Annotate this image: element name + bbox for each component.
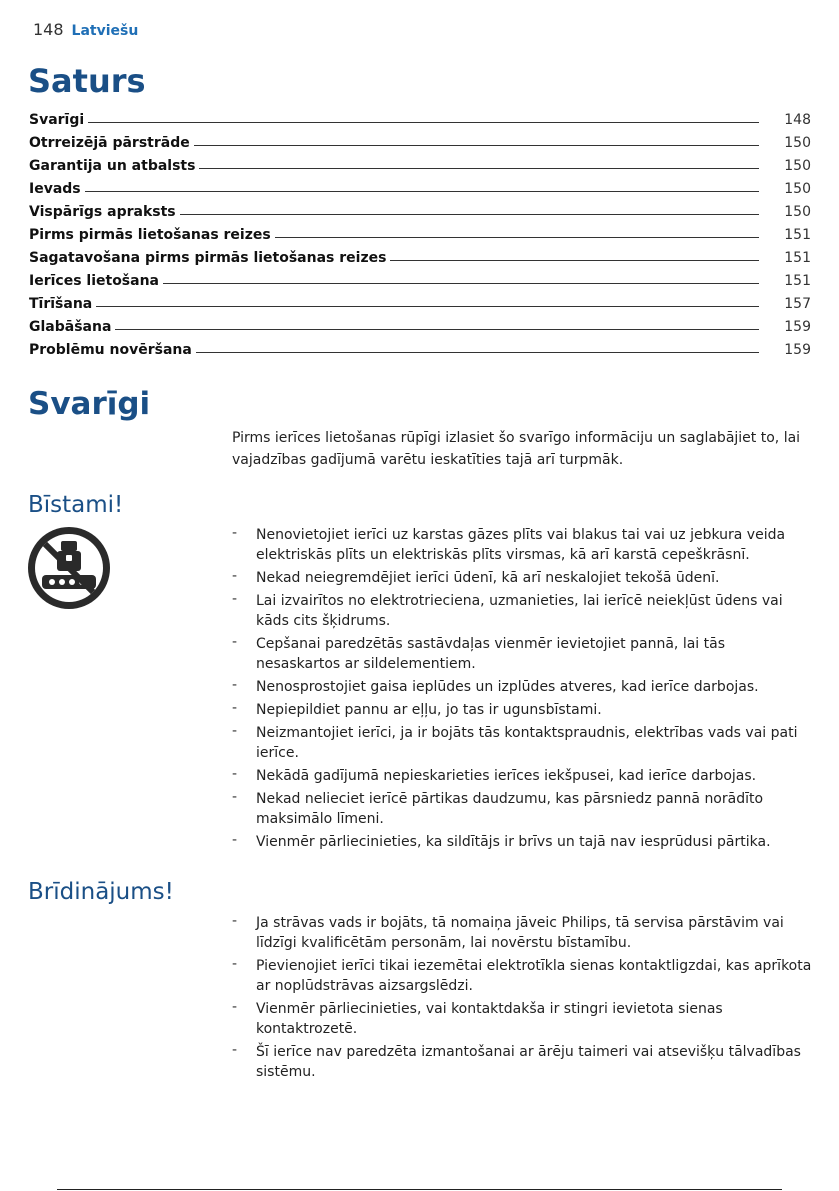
toc-page-number: 150 xyxy=(784,181,811,197)
toc-leader xyxy=(96,306,759,307)
toc-label: Tīrīšana xyxy=(29,296,93,312)
list-item xyxy=(232,723,812,763)
list-item xyxy=(232,677,812,697)
list-item-text: Nepiepildiet pannu ar eļļu, jo tas ir ugunsbīstami. xyxy=(256,702,602,718)
bullet-marker: - xyxy=(232,789,238,805)
bullet-marker: - xyxy=(232,913,238,929)
section-heading-danger: Bīstami! xyxy=(28,492,124,518)
toc-page-number: 150 xyxy=(784,158,811,174)
toc-row xyxy=(29,220,811,243)
list-item xyxy=(232,634,812,674)
toc-leader xyxy=(163,283,759,284)
list-item xyxy=(232,700,812,720)
list-item-text: Nenosprostojiet gaisa ieplūdes un izplūdes atveres, kad ierīce darbojas. xyxy=(256,679,759,695)
toc-page-number: 151 xyxy=(784,273,811,289)
toc-row xyxy=(29,312,811,335)
list-item xyxy=(232,1042,812,1082)
page-header xyxy=(33,20,138,39)
toc-label: Vispārīgs apraksts xyxy=(29,204,176,220)
toc-page-number: 157 xyxy=(784,296,811,312)
bullet-marker: - xyxy=(232,677,238,693)
page-number: 148 xyxy=(33,20,64,39)
danger-list xyxy=(232,525,812,855)
list-item-text: Nekad neiegremdējiet ierīci ūdenī, kā arī neskalojiet tekošā ūdenī. xyxy=(256,570,720,586)
toc-label: Otrreizējā pārstrāde xyxy=(29,135,190,151)
toc-page-number: 150 xyxy=(784,204,811,220)
toc-leader xyxy=(196,352,759,353)
toc-page-number: 150 xyxy=(784,135,811,151)
list-item-text: Nekādā gadījumā nepieskarieties ierīces iekšpusei, kad ierīce darbojas. xyxy=(256,768,757,784)
bullet-marker: - xyxy=(232,700,238,716)
list-item-text: Lai izvairītos no elektrotrieciena, uzmanieties, lai ierīcē neiekļūst ūdens vai kāds cits šķidrums. xyxy=(256,593,783,629)
toc-row xyxy=(29,105,811,128)
toc-label: Ierīces lietošana xyxy=(29,273,160,289)
list-item-text: Vienmēr pārliecinieties, vai kontaktdakša ir stingri ievietota sienas kontaktrozetē. xyxy=(256,1001,723,1037)
list-item xyxy=(232,999,812,1039)
toc-row xyxy=(29,266,811,289)
list-item xyxy=(232,766,812,786)
toc-leader xyxy=(180,214,759,215)
toc-page-number: 151 xyxy=(784,250,811,266)
toc-page-number: 148 xyxy=(784,112,811,128)
list-item xyxy=(232,913,812,953)
toc-leader xyxy=(85,191,759,192)
bullet-marker: - xyxy=(232,723,238,739)
bullet-marker: - xyxy=(232,956,238,972)
toc-leader xyxy=(194,145,759,146)
toc-row xyxy=(29,197,811,220)
toc-page-number: 151 xyxy=(784,227,811,243)
toc-row xyxy=(29,335,811,358)
toc-label: Problēmu novēršana xyxy=(29,342,192,358)
toc-page-number: 159 xyxy=(784,342,811,358)
toc-leader xyxy=(275,237,759,238)
footer-rule xyxy=(57,1189,782,1190)
list-item-text: Nenovietojiet ierīci uz karstas gāzes plīts vai blakus tai vai uz jebkura veida elektriskās plīts un elektriskās plīts virsmas, kā arī karstā cepeškrāsnī. xyxy=(256,527,786,563)
bullet-marker: - xyxy=(232,634,238,650)
list-item xyxy=(232,568,812,588)
toc-row xyxy=(29,243,811,266)
bullet-marker: - xyxy=(232,568,238,584)
toc-label: Ievads xyxy=(29,181,81,197)
section-heading-warning: Brīdinājums! xyxy=(28,879,174,905)
list-item xyxy=(232,789,812,829)
toc-label: Svarīgi xyxy=(29,112,85,128)
list-item-text: Neizmantojiet ierīci, ja ir bojāts tās kontaktspraudnis, elektrības vads vai pati ierīce. xyxy=(256,725,798,761)
bullet-marker: - xyxy=(232,766,238,782)
toc-leader xyxy=(199,168,759,169)
toc-row xyxy=(29,128,811,151)
important-intro: Pirms ierīces lietošanas rūpīgi izlasiet šo svarīgo informāciju un saglabājiet to, lai vajadzības gadījumā varētu ieskatīties tajā arī turpmāk. xyxy=(232,430,801,468)
no-stove-icon xyxy=(28,527,110,609)
language-label: Latviešu xyxy=(71,23,139,39)
toc-label: Garantija un atbalsts xyxy=(29,158,196,174)
list-item-text: Ja strāvas vads ir bojāts, tā nomaiņa jāveic Philips, tā servisa pārstāvim vai līdzīgi kvalificētām personām, lai novērstu bīstamību. xyxy=(256,915,784,951)
list-item xyxy=(232,591,812,631)
list-item xyxy=(232,956,812,996)
list-item-text: Cepšanai paredzētās sastāvdaļas vienmēr ievietojiet pannā, lai tās nesaskartos ar sildelementiem. xyxy=(256,636,725,672)
toc-leader xyxy=(115,329,759,330)
bullet-marker: - xyxy=(232,999,238,1015)
bullet-marker: - xyxy=(232,525,238,541)
toc-row xyxy=(29,151,811,174)
bullet-marker: - xyxy=(232,591,238,607)
list-item-text: Pievienojiet ierīci tikai iezemētai elektrotīkla sienas kontaktligzdai, kas aprīkota ar noplūdstrāvas aizsargslēdzi. xyxy=(256,958,812,994)
bullet-marker: - xyxy=(232,832,238,848)
toc-row xyxy=(29,289,811,312)
toc-label: Pirms pirmās lietošanas reizes xyxy=(29,227,271,243)
list-item-text: Vienmēr pārliecinieties, ka sildītājs ir brīvs un tajā nav iesprūdusi pārtika. xyxy=(256,834,771,850)
toc-leader xyxy=(88,122,759,123)
list-item-text: Nekad nelieciet ierīcē pārtikas daudzumu, kas pārsniedz pannā norādīto maksimālo līmeni. xyxy=(256,791,764,827)
list-item xyxy=(232,525,812,565)
list-item-text: Šī ierīce nav paredzēta izmantošanai ar ārēju taimeri vai atsevišķu tālvadības sistēmu. xyxy=(256,1044,801,1080)
toc-leader xyxy=(390,260,759,261)
table-of-contents xyxy=(29,105,811,358)
warning-list xyxy=(232,913,812,1085)
toc-page-number: 159 xyxy=(784,319,811,335)
toc-label: Sagatavošana pirms pirmās lietošanas reizes xyxy=(29,250,387,266)
section-heading-important: Svarīgi xyxy=(28,386,151,422)
bullet-marker: - xyxy=(232,1042,238,1058)
list-item xyxy=(232,832,812,852)
toc-label: Glabāšana xyxy=(29,319,112,335)
toc-row xyxy=(29,174,811,197)
page-title: Saturs xyxy=(28,62,146,100)
